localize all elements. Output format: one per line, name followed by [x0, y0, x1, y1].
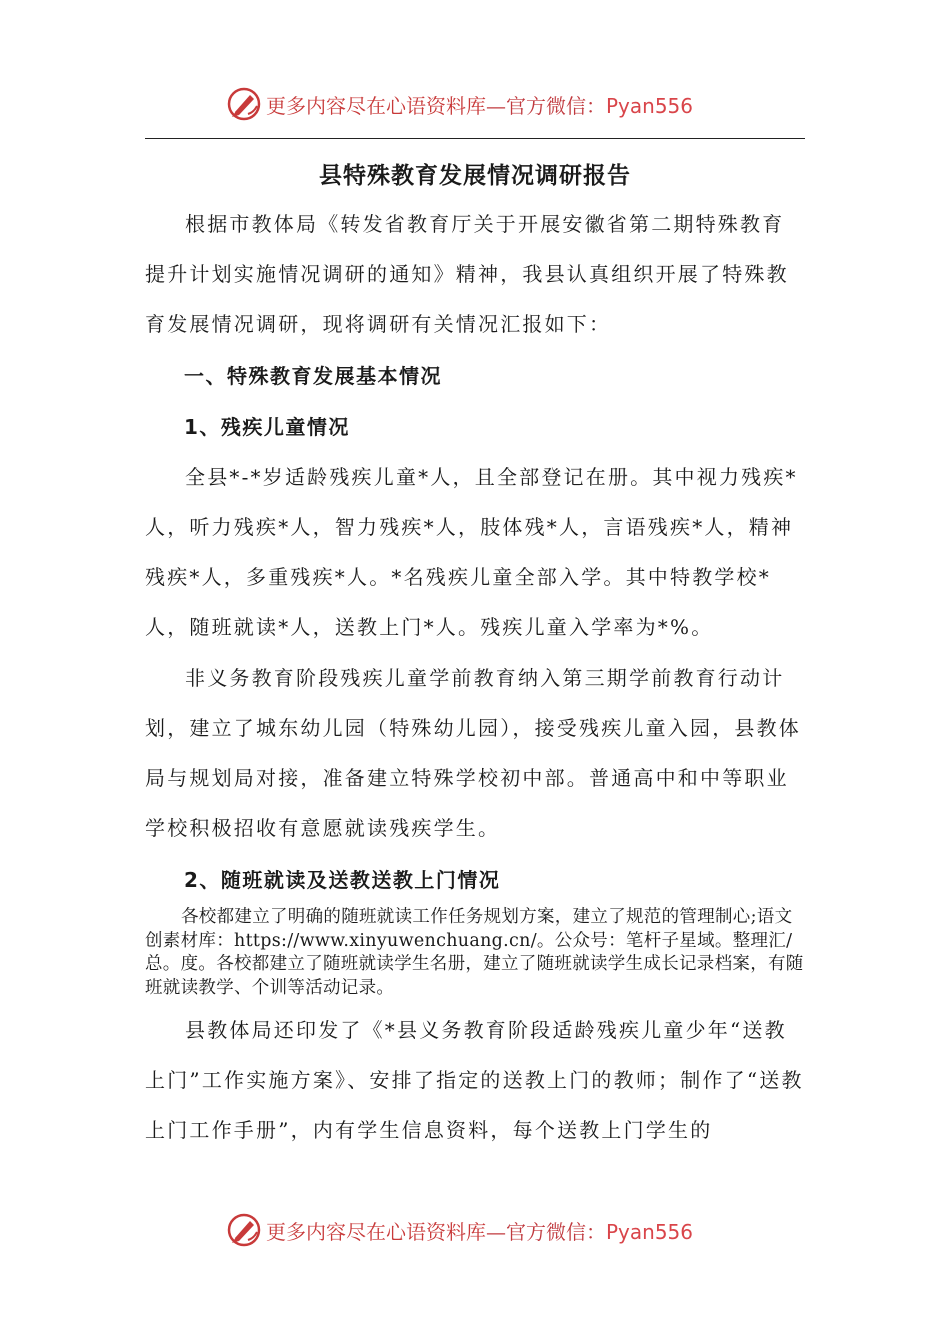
inclusive-education-paragraph: 各校都建立了明确的随班就读工作任务规划方案，建立了规范的管理制心;语文创素材库：https://www.xinyuwenchuang.cn/。公众号：笔杆子星域。整理汇/总。度。各校都建立了随班就读学生名册，建立了随班就读学生成长记录档案，有随班就读教学、个训等活动记录。: [145, 907, 804, 998]
intro-paragraph: 根据市教体局《转发省教育厅关于开展安徽省第二期特殊教育提升计划实施情况调研的通知》精神，我县认真组织开展了特殊教育发展情况调研，现将调研有关情况汇报如下：: [145, 212, 789, 336]
watermark-id: Pyan556: [606, 94, 694, 118]
section-1-heading: 一、特殊教育发展基本情况: [184, 364, 442, 388]
pen-logo-icon: [226, 1212, 262, 1248]
disabled-children-paragraph: 全县*-*岁适龄残疾儿童*人，且全部登记在册。其中视力残疾*人，听力残疾*人，智力残疾*人，肢体残*人，言语残疾*人，精神残疾*人，多重残疾*人。*名残疾儿童全部入学。其中特教学校*人，随班就读*人，送教上门*人。残疾儿童入学率为*%。: [145, 465, 798, 639]
subsection-1-heading: 1、残疾儿童情况: [184, 415, 350, 439]
watermark-text: [266, 90, 693, 119]
pen-logo-icon: [226, 86, 262, 122]
watermark-sub: —官方微信：: [486, 94, 606, 118]
watermark-id: Pyan556: [606, 1220, 694, 1244]
watermark-sub: —官方微信：: [486, 1220, 606, 1244]
watermark-text: [266, 1216, 693, 1245]
preschool-paragraph: 非义务教育阶段残疾儿童学前教育纳入第三期学前教育行动计划，建立了城东幼儿园（特殊幼儿园），接受残疾儿童入园，县教体局与规划局对接，准备建立特殊学校初中部。普通高中和中等职业学校积极招收有意愿就读残疾学生。: [145, 666, 801, 840]
subsection-2-heading: 2、随班就读及送教送教上门情况: [184, 868, 501, 892]
footer-watermark: [0, 1210, 950, 1250]
document-title: 县特殊教育发展情况调研报告: [319, 163, 631, 189]
home-delivery-paragraph: 县教体局还印发了《*县义务教育阶段适龄残疾儿童少年“送教上门”工作实施方案》、安排了指定的送教上门的教师；制作了“送教上门工作手册”，内有学生信息资料，每个送教上门学生的: [145, 1018, 804, 1142]
watermark-main: 更多内容尽在心语资料库: [266, 94, 486, 118]
watermark-main: 更多内容尽在心语资料库: [266, 1220, 486, 1244]
header-divider: [145, 138, 805, 139]
header-watermark: [0, 84, 950, 124]
